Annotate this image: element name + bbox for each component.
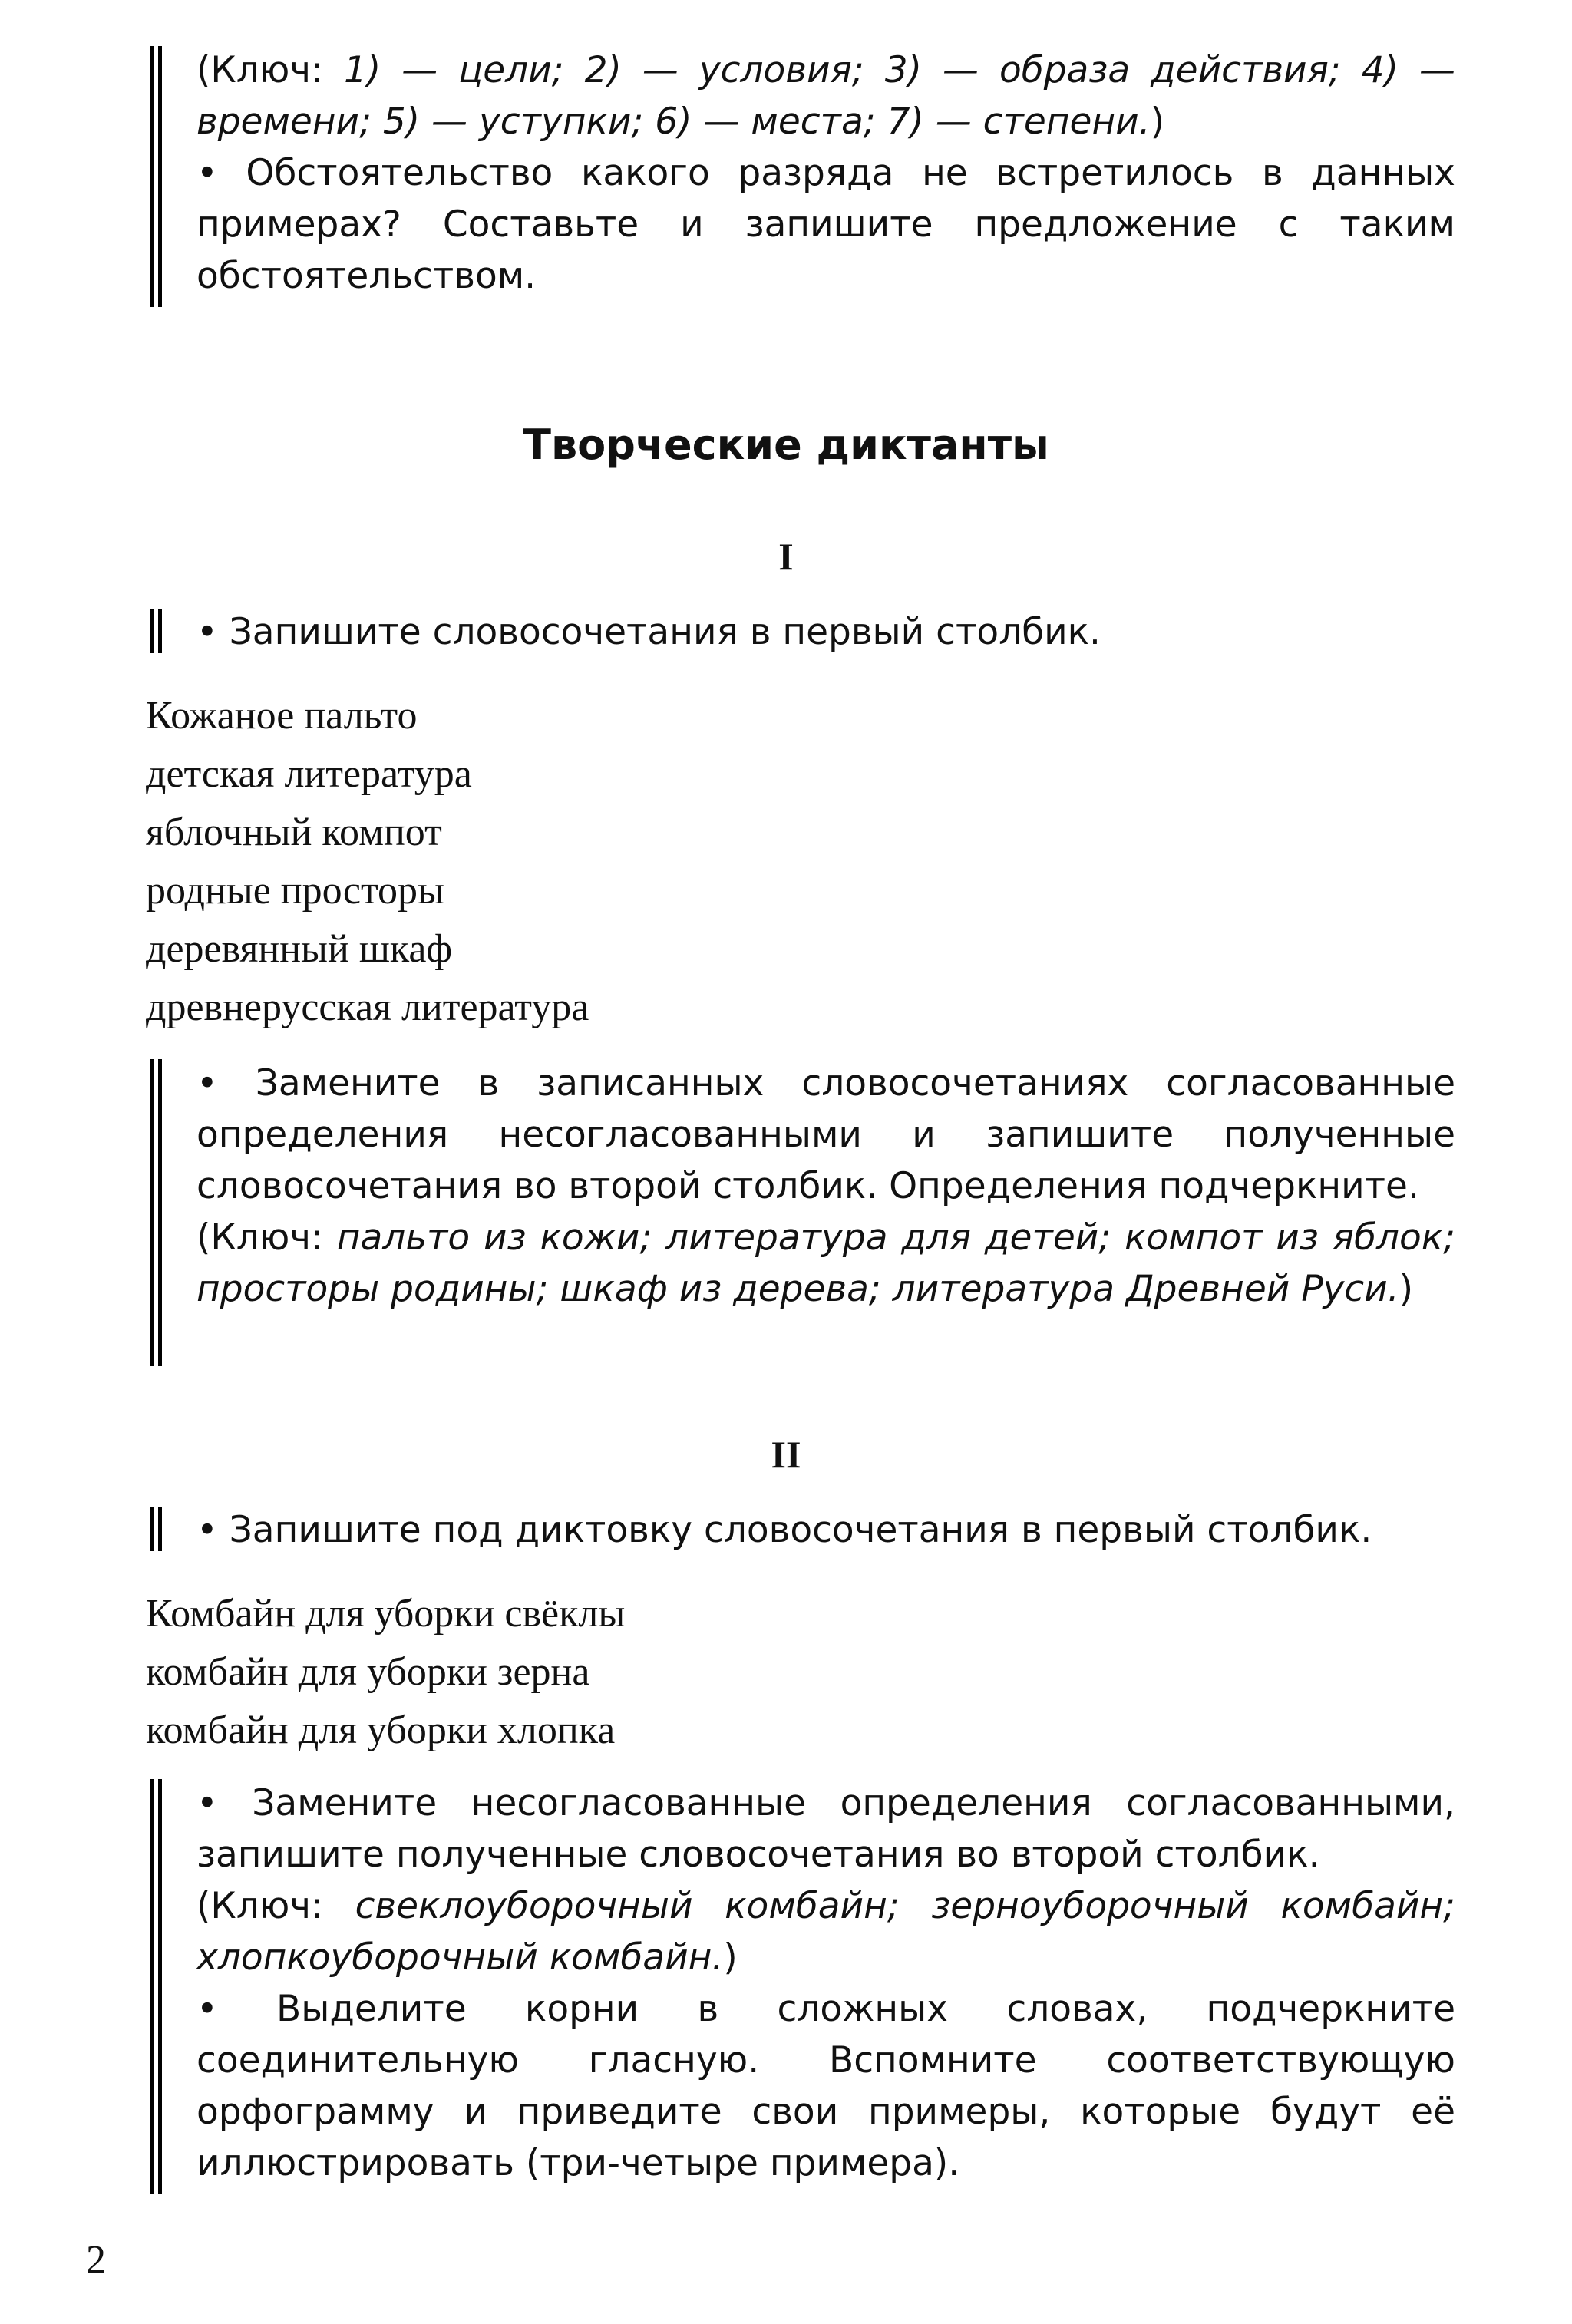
margin-bar bbox=[150, 46, 162, 307]
margin-bar bbox=[150, 1507, 162, 1551]
list-item: древнерусская литература bbox=[146, 985, 590, 1029]
list-item: комбайн для уборки зерна bbox=[146, 1650, 590, 1694]
word-list-1 bbox=[146, 687, 589, 1037]
list-item: комбайн для уборки хлопка bbox=[146, 1708, 616, 1752]
list-item: яблочный компот bbox=[146, 810, 442, 854]
list-item: Комбайн для уборки свёклы bbox=[146, 1592, 626, 1636]
task-block-3 bbox=[196, 1778, 1455, 2189]
task-instruction: • Обстоятельство какого разряда не встретилось в данных примерах? Составьте и запишите предложение с таким обстоятельством. bbox=[196, 152, 1455, 297]
list-item: родные просторы bbox=[146, 869, 444, 913]
list-item: детская литература bbox=[146, 752, 472, 796]
list-item: деревянный шкаф bbox=[146, 927, 453, 971]
part-numeral-1: I bbox=[778, 535, 794, 578]
answer-key: (Ключ: 1) — цели; 2) — условия; 3) — образа действия; 4) — времени; 5) — уступки; 6) — места; 7) — степени.) bbox=[196, 49, 1455, 143]
task-instruction: • Выделите корни в сложных словах, подчеркните соединительную гласную. Вспомните соответствующую орфограмму и приведите свои примеры, которые будут её иллюстрировать (три-четыре примера). bbox=[196, 1988, 1455, 2184]
page-number: 2 bbox=[86, 2238, 106, 2282]
word-list-2 bbox=[146, 1585, 625, 1760]
margin-bar bbox=[150, 1779, 162, 2194]
task-instruction: • Замените несогласованные определения согласованными, запишите полученные словосочетания во второй столбик. bbox=[196, 1782, 1455, 1876]
task-block-1 bbox=[196, 45, 1455, 302]
answer-key: (Ключ: свеклоуборочный комбайн; зерноуборочный комбайн; хлопкоуборочный комбайн.) bbox=[196, 1885, 1455, 1979]
task-instruction: • Запишите словосочетания в первый столбик. bbox=[196, 611, 1101, 653]
margin-bar bbox=[150, 1059, 162, 1366]
task-instruction: • Запишите под диктовку словосочетания в первый столбик. bbox=[196, 1509, 1372, 1551]
task-block-2 bbox=[196, 1058, 1455, 1315]
answer-key: (Ключ: пальто из кожи; литература для детей; компот из яблок; просторы родины; шкаф из дерева; литература Древней Руси.) bbox=[196, 1216, 1455, 1310]
part-numeral-2: II bbox=[771, 1433, 801, 1476]
section-title: Творческие диктанты bbox=[523, 421, 1049, 469]
list-item: Кожаное пальто bbox=[146, 694, 418, 738]
task-instruction: • Замените в записанных словосочетаниях согласованные определения несогласованными и запишите полученные словосочетания во второй столбик. Определения подчеркните. bbox=[196, 1062, 1455, 1207]
margin-bar bbox=[150, 609, 162, 653]
